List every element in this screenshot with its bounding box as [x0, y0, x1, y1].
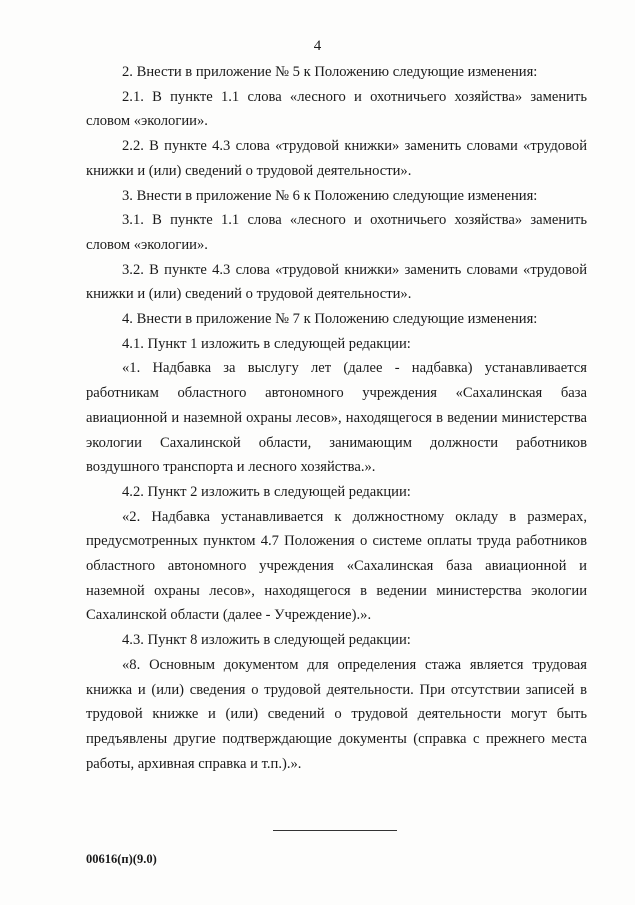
- paragraph-4-2: 4.2. Пункт 2 изложить в следующей редакции:: [122, 483, 411, 500]
- document-body: [86, 60, 587, 776]
- paragraph-4-1: 4.1. Пункт 1 изложить в следующей редакции:: [122, 335, 411, 352]
- paragraph-4: 4. Внести в приложение № 7 к Положению следующие изменения:: [122, 311, 538, 328]
- paragraph-2-1: 2.1. В пункте 1.1 слова «лесного и охотничьего хозяйства» заменить словом «экологии».: [86, 88, 587, 130]
- quoted-clause-1: «1. Надбавка за выслугу лет (далее - надбавка) устанавливается работникам областного автономного учреждения «Сахалинская база авиационной и наземной охраны лесов», находящегося в ведении министерства экологии Сахалинской области, занимающим должности работников воздушного транспорта и лесного хозяйства.».: [86, 360, 587, 476]
- paragraph-3-1: 3.1. В пункте 1.1 слова «лесного и охотничьего хозяйства» заменить словом «экологии».: [86, 212, 587, 253]
- paragraph-3-2: 3.2. В пункте 4.3 слова «трудовой книжки» заменить словами «трудовой книжки и (или) сведений о трудовой деятельности».: [86, 261, 587, 303]
- document-code: 00616(п)(9.0): [86, 852, 157, 866]
- paragraph-2-2: 2.2. В пункте 4.3 слова «трудовой книжки» заменить словами «трудовой книжки и (или) сведений о трудовой деятельности».: [86, 138, 587, 179]
- paragraph-3: 3. Внести в приложение № 6 к Положению следующие изменения:: [122, 187, 538, 204]
- footer-divider: [273, 830, 397, 831]
- page-number: 4: [313, 38, 322, 54]
- quoted-clause-8: «8. Основным документом для определения стажа является трудовая книжка и (или) сведения о трудовой деятельности. При отсутствии записей в трудовой книжке и (или) сведений о трудовой деятельности могут быть предъявлены другие подтверждающие документы (справка с прежнего места работы, архивная справка и т.п.).».: [86, 656, 587, 772]
- quoted-clause-2: «2. Надбавка устанавливается к должностному окладу в размерах, предусмотренных пунктом 4.7 Положения о системе оплаты труда работников областного автономного учреждения «Сахалинская база авиационной и наземной охраны лесов», находящегося в ведении министерства экологии Сахалинской области (далее - Учреждение).».: [86, 508, 587, 624]
- paragraph-2: 2. Внести в приложение № 5 к Положению следующие изменения:: [122, 64, 538, 80]
- paragraph-4-3: 4.3. Пункт 8 изложить в следующей редакции:: [122, 632, 411, 649]
